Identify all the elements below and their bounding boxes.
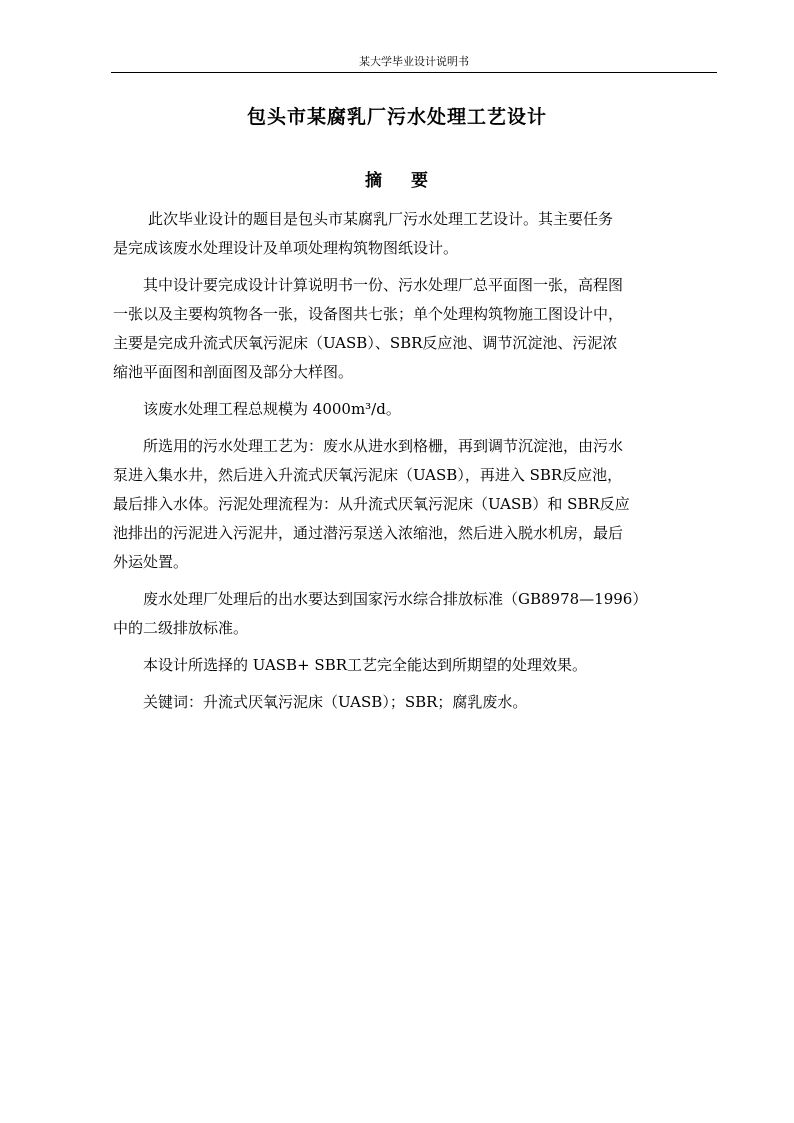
abstract-body xyxy=(113,205,718,717)
paragraph-line: 外运处置。 xyxy=(113,553,189,571)
abstract-paragraph-5 xyxy=(113,585,718,643)
paragraph-line: 缩池平面图和剖面图及部分大样图。 xyxy=(113,363,354,381)
paragraph-line: 本设计所选择的 UASB+ SBR工艺完全能达到所期望的处理效果。 xyxy=(143,656,588,674)
paragraph-line: 泵进入集水井，然后进入升流式厌氧污泥床（UASB），再进入 SBR反应池， xyxy=(113,466,623,484)
paragraph-line: 是完成该废水处理设计及单项处理构筑物图纸设计。 xyxy=(113,239,459,257)
abstract-heading-char-1: 摘 xyxy=(365,171,383,191)
document-title: 包头市某腐乳厂污水处理工艺设计 xyxy=(246,106,547,128)
paragraph-line: 最后排入水体。污泥处理流程为：从升流式厌氧污泥床（UASB）和 SBR反应 xyxy=(113,495,630,513)
running-header xyxy=(111,52,717,73)
abstract-paragraph-6 xyxy=(113,651,718,680)
paragraph-line: 一张以及主要构筑物各一张，设备图共七张；单个处理构筑物施工图设计中， xyxy=(113,305,624,323)
keywords-paragraph xyxy=(113,688,718,717)
paragraph-line: 该废水处理工程总规模为 4000m³/d。 xyxy=(143,400,401,418)
abstract-heading-char-2: 要 xyxy=(411,171,429,191)
paragraph-line: 中的二级排放标准。 xyxy=(113,619,249,637)
abstract-paragraph-1 xyxy=(113,205,718,263)
keywords-line: 关键词：升流式厌氧污泥床（UASB）；SBR；腐乳废水。 xyxy=(143,693,528,711)
running-header-title: 某大学毕业设计说明书 xyxy=(359,55,469,68)
paragraph-line: 所选用的污水处理工艺为：废水从进水到格栅，再到调节沉淀池，由污水 xyxy=(143,437,624,455)
paragraph-line: 池排出的污泥进入污泥井，通过潜污泵送入浓缩池，然后进入脱水机房，最后 xyxy=(113,524,624,542)
abstract-paragraph-3 xyxy=(113,395,718,424)
abstract-paragraph-4 xyxy=(113,432,718,577)
paragraph-line: 此次毕业设计的题目是包头市某腐乳厂污水处理工艺设计。其主要任务 xyxy=(148,210,614,228)
paragraph-line: 废水处理厂处理后的出水要达到国家污水综合排放标准（GB8978—1996） xyxy=(143,590,648,608)
abstract-heading xyxy=(0,166,794,191)
abstract-paragraph-2 xyxy=(113,271,718,387)
paragraph-line: 主要是完成升流式厌氧污泥床（UASB）、SBR反应池、调节沉淀池、污泥浓 xyxy=(113,334,618,352)
paragraph-line: 其中设计要完成设计计算说明书一份、污水处理厂总平面图一张，高程图 xyxy=(143,276,624,294)
